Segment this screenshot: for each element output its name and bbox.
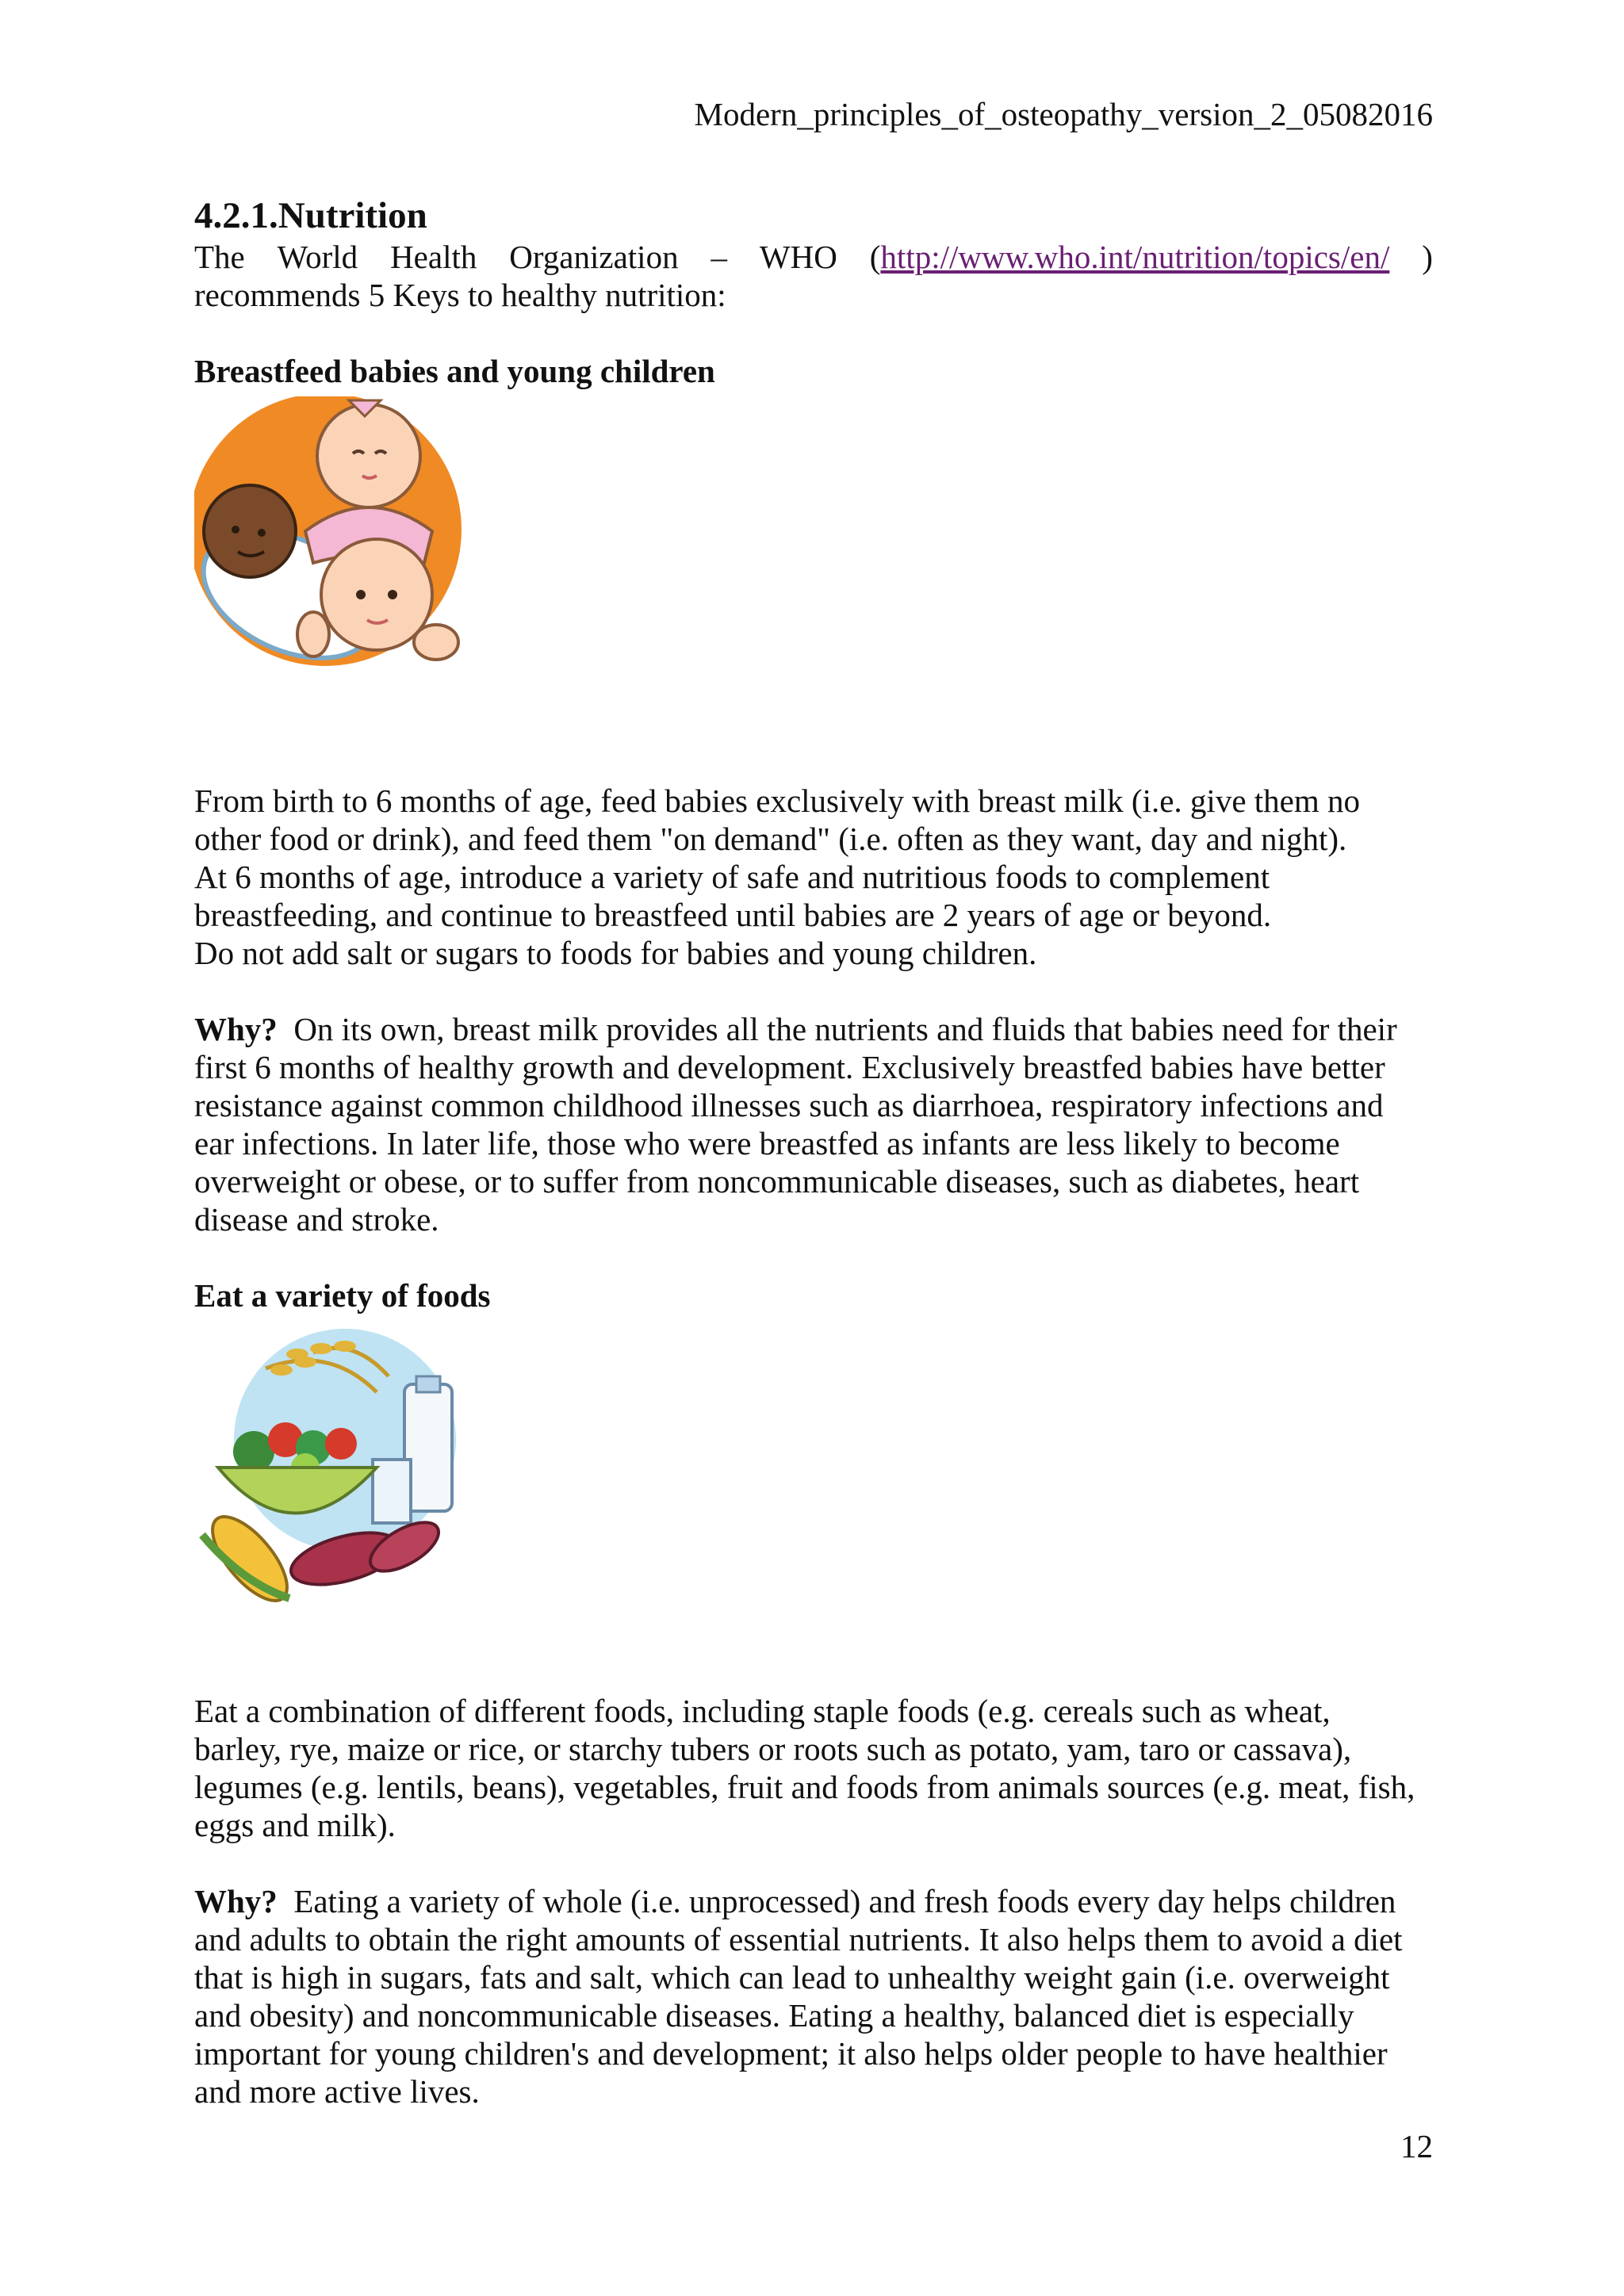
page-content bbox=[194, 193, 1433, 2110]
key1-paragraph-line: At 6 months of age, introduce a variety of safe and nutritious foods to complement bbox=[194, 859, 1270, 895]
key1-paragraph-line: Do not add salt or sugars to foods for babies and young children. bbox=[194, 935, 1037, 971]
key2-why-line: that is high in sugars, fats and salt, which can lead to unhealthy weight gain (i.e. overweight bbox=[194, 1959, 1390, 1996]
paren-close: ) bbox=[1422, 239, 1433, 275]
page-number: 12 bbox=[1400, 2128, 1433, 2164]
intro-link-group bbox=[870, 238, 1390, 276]
key1-why-line bbox=[194, 1010, 1433, 1048]
key1-paragraph-line: breastfeeding, and continue to breastfeed until babies are 2 years of age or beyond. bbox=[194, 897, 1272, 933]
running-header: Modern_principles_of_osteopathy_version_2_05082016 bbox=[694, 96, 1433, 132]
paren-open: ( bbox=[869, 239, 881, 275]
key2-why-line bbox=[194, 1882, 1433, 1920]
key1-paragraph-line: other food or drink), and feed them "on demand" (i.e. often as they want, day and night). bbox=[194, 821, 1347, 857]
intro-line-2: recommends 5 Keys to healthy nutrition: bbox=[194, 277, 726, 313]
key1-why-line: ear infections. In later life, those who were breastfed as infants are less likely to become bbox=[194, 1125, 1340, 1161]
why-label: Why? bbox=[194, 1011, 278, 1047]
key2-why-line: and more active lives. bbox=[194, 2073, 480, 2110]
key1-why-line: overweight or obese, or to suffer from noncommunicable diseases, such as diabetes, heart bbox=[194, 1163, 1360, 1200]
key2-paragraph-line: legumes (e.g. lentils, beans), vegetables, fruit and foods from animals sources (e.g. meat, fish, bbox=[194, 1769, 1415, 1805]
key2-why-line: and obesity) and noncommunicable diseases. Eating a healthy, balanced diet is especially bbox=[194, 1997, 1354, 2034]
key2-why-line: important for young children's and development; it also helps older people to have healthier bbox=[194, 2035, 1388, 2072]
key1-paragraph-line: From birth to 6 months of age, feed babies exclusively with breast milk (i.e. give them no bbox=[194, 783, 1360, 819]
key1-heading: Breastfeed babies and young children bbox=[194, 353, 715, 389]
key2-why-text: Eating a variety of whole (i.e. unprocessed) and fresh foods every day helps children bbox=[293, 1883, 1396, 1919]
key1-why-line: resistance against common childhood illnesses such as diarrhoea, respiratory infections and bbox=[194, 1087, 1384, 1123]
key2-why-line: and adults to obtain the right amounts of essential nutrients. It also helps them to avoid a diet bbox=[194, 1921, 1403, 1957]
who-nutrition-link[interactable]: http://www.who.int/nutrition/topics/en/ bbox=[880, 239, 1390, 275]
intro-word: Organization bbox=[509, 239, 679, 275]
intro-word: Health bbox=[390, 239, 477, 275]
key2-paragraph-line: eggs and milk). bbox=[194, 1807, 396, 1843]
intro-word: – bbox=[710, 239, 727, 275]
why-label: Why? bbox=[194, 1883, 278, 1919]
intro-word: WHO bbox=[759, 239, 837, 275]
key1-why-line: disease and stroke. bbox=[194, 1201, 439, 1238]
section-title: 4.2.1.Nutrition bbox=[194, 195, 427, 236]
food-variety-illustration-icon bbox=[194, 1321, 468, 1616]
key2-paragraph-line: Eat a combination of different foods, including staple foods (e.g. cereals such as wheat, bbox=[194, 1693, 1331, 1729]
babies-illustration-icon bbox=[194, 396, 468, 706]
intro-word: The bbox=[194, 239, 245, 275]
key1-why-text: On its own, breast milk provides all the nutrients and fluids that babies need for their bbox=[293, 1011, 1397, 1047]
intro-word: World bbox=[277, 239, 358, 275]
key1-why-line: first 6 months of healthy growth and development. Exclusively breastfed babies have better bbox=[194, 1049, 1385, 1085]
intro-line bbox=[194, 238, 1433, 276]
key2-heading: Eat a variety of foods bbox=[194, 1277, 491, 1314]
key2-paragraph-line: barley, rye, maize or rice, or starchy tubers or roots such as potato, yam, taro or cassava), bbox=[194, 1731, 1352, 1767]
